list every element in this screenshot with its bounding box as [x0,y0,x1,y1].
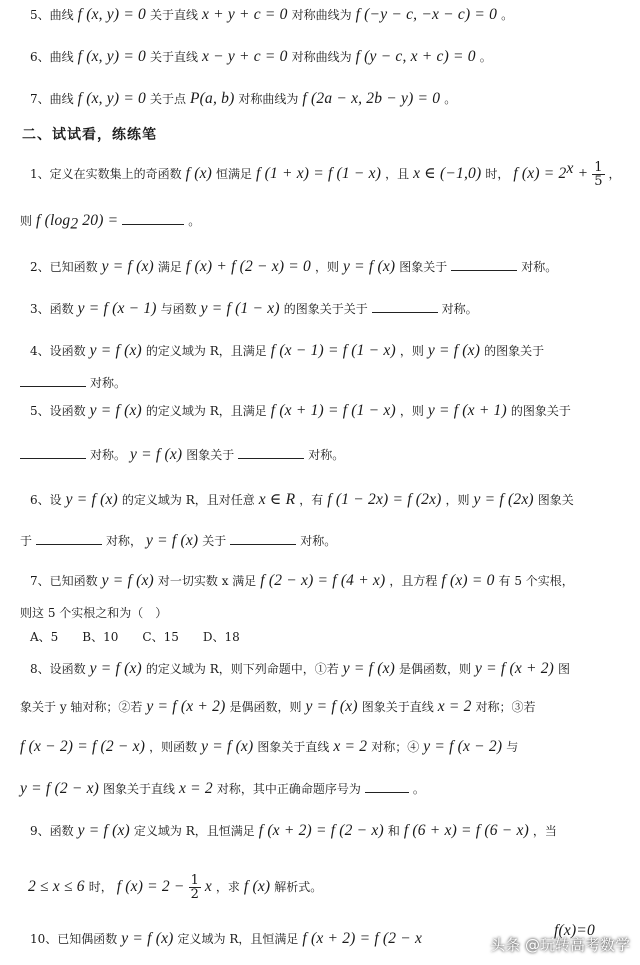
text: 对称。 [300,534,337,548]
question-4-line-2 [20,374,640,391]
formula: + [577,165,589,183]
text: 7、已知函数 [30,574,98,588]
text: 。 [479,50,492,64]
formula: y = f (x) [121,930,174,947]
section-title: 二、试试看，练练笔 [22,127,157,143]
answer-blank[interactable] [36,532,102,545]
text: 关于直线 [149,8,198,22]
formula: f (x, y) = 0 [77,90,146,107]
formula: f (x) + f (2 − x) = 0 [185,258,311,275]
text: 的图象关于 [510,404,571,418]
formula: f (x) = 0 [441,572,495,589]
answer-blank[interactable] [451,258,517,271]
text: 是偶函数，则 [399,662,472,676]
text: 的定义域为 R，且满足 [145,344,267,358]
text: 图象关于 [186,448,235,462]
formula: f (x) [243,878,271,895]
formula: y = f (x − 2) [423,738,503,755]
rule-label: 7、曲线 [30,92,74,106]
rule-label: 5、曲线 [30,8,74,22]
formula: f (x − 2) = f (2 − x) [20,738,146,755]
text: 与 [506,740,519,754]
text: 满足 [157,260,182,274]
formula: y = f (x + 1) [427,402,507,419]
formula: y = f (x) [145,532,199,549]
formula: f (2a − x, 2b − y) = 0 [302,90,441,107]
formula: y = f (x) [201,738,254,755]
text: 象关于 y 轴对称；②若 [20,700,143,714]
text: 图象关于直线 [257,740,330,754]
text: 定义域为 R，且恒满足 [133,824,255,838]
formula: x = 2 [333,738,368,755]
formula: f (x − 1) = f (1 − x) [270,342,396,359]
text: ，且 [385,167,410,182]
formula: y = f (x) [89,660,142,677]
formula: f(x)=0 [554,922,595,939]
rule-6 [30,48,640,66]
text: 对称， [105,534,142,548]
formula: f (1 − 2x) = f (2x) [327,491,442,508]
text: ，有 [299,493,324,507]
formula: f (6 + x) = f (6 − x) [403,822,529,839]
formula: y = f (x + 2) [475,660,555,677]
text: 图象关于直线 [361,700,434,714]
text: 对称，其中正确命题序号为 [216,782,361,796]
question-1 [30,160,640,188]
text: 5、设函数 [30,404,86,418]
formula: y = f (x) [342,258,396,275]
text: 1、定义在实数集上的奇函数 [30,167,182,182]
formula: y = f (x) [305,698,358,715]
text: 恒满足 [216,167,253,182]
formula: x ∈ R [258,491,296,508]
text: 对一切实数 x 满足 [157,574,257,588]
text: 3、函数 [30,302,74,316]
text: 。 [444,92,457,106]
answer-blank[interactable] [372,300,438,313]
question-6 [30,490,640,509]
text: ，则 [399,344,424,358]
text: 对称曲线为 [238,92,299,106]
text: 图 [558,662,571,676]
question-7-line-2: 则这 5 个实根之和为（ ） [20,606,168,620]
question-9-line-2 [28,874,640,901]
formula: x + y + c = 0 [201,6,288,23]
text: 关于点 [149,92,186,106]
formula: y = f (x) [77,822,130,839]
rule-label: 6、曲线 [30,50,74,64]
answer-blank[interactable] [230,532,296,545]
formula: f (x) [185,165,213,183]
text: ，求 [215,880,240,894]
text: 解析式。 [274,880,323,894]
text: 2、已知函数 [30,260,98,274]
question-6-line-2 [20,532,640,550]
formula: f (x, y) = 0 [77,48,146,65]
text: ， [608,167,621,182]
formula: y = f (x + 2) [146,698,226,715]
formula: x = 2 [179,780,213,797]
rule-7 [30,90,640,108]
formula: 20) = [82,212,119,229]
formula: f (log [36,212,71,229]
question-3 [30,300,640,318]
formula: y = f (x) [427,342,481,359]
text: ，当 [532,824,557,838]
formula: f (x + 2) = f (2 − x) [258,822,384,839]
formula: y = f (x) [101,258,154,275]
formula: f (−y − c, −x − c) = 0 [355,6,498,23]
fraction-denominator: 2 [190,887,199,902]
formula: y = f (x) [65,491,118,508]
text: 的定义域为 R，则下列命题中，①若 [145,662,339,676]
answer-blank[interactable] [365,780,409,793]
text: 6、设 [30,493,62,507]
text: 对称；④ [371,740,420,754]
text: 对称。 [521,260,558,274]
exponent: x [566,160,574,177]
question-7-options: A、5 B、10 C、15 D、18 [30,630,240,644]
text: ，则 [399,404,424,418]
formula: f (2 − x) = f (4 + x) [260,572,386,589]
text: 时， [485,167,510,182]
text: 。 [188,214,201,228]
text: 与函数 [160,302,197,316]
question-1-line-2 [20,212,640,234]
text: 有 5 个实根， [498,574,574,588]
text: ，则 [314,260,339,274]
rule-5 [30,6,640,24]
question-2 [30,258,640,276]
text: 的图象关于 [484,344,545,358]
formula: x ∈ (−1,0) [413,165,482,183]
question-8-line-4 [20,780,640,798]
formula: P(a, b) [189,90,235,107]
question-5 [30,402,640,420]
formula: x [204,878,212,895]
formula: y = f (x) [101,572,154,589]
formula: f (1 + x) = f (1 − x) [256,165,382,183]
formula: y = f (x) [342,660,396,677]
formula: f (y − c, x + c) = 0 [355,48,476,65]
fraction [189,874,201,901]
question-5-line-2 [20,446,640,464]
answer-blank[interactable] [20,374,86,387]
text: 定义域为 R，且恒满足 [177,932,299,946]
formula: 2 ≤ x ≤ 6 [28,878,85,895]
fraction-denominator: 5 [594,174,603,190]
text: 关于直线 [149,50,198,64]
text: 10、已知偶函数 [30,932,118,946]
question-8-line-2 [20,698,640,716]
text: 对称曲线为 [291,50,352,64]
formula: f (x) = 2 − [116,878,185,895]
text: 和 [387,824,400,838]
formula: y = f (2x) [473,491,534,508]
formula: f (x + 2) = f (2 − x [302,930,423,947]
text: 图象关 [537,493,574,507]
question-8 [30,660,640,678]
formula: y = f (x) [89,342,142,359]
fraction-numerator: 1 [594,160,603,176]
text: ，则 [445,493,470,507]
watermark: 头条 @玩转高考数学 [490,936,630,954]
formula: f (x) = 2 [513,165,567,183]
formula: f (x + 1) = f (1 − x) [270,402,396,419]
text: 是偶函数，则 [229,700,302,714]
subscript: 2 [70,215,79,233]
text: 对称。 [308,448,345,462]
fraction [592,161,604,188]
formula: y = f (x) [129,446,183,463]
formula: y = f (x − 1) [77,300,157,317]
text: 图象关于 [399,260,448,274]
text: 则 [20,214,33,228]
text: 对称曲线为 [291,8,352,22]
text: 于 [20,534,33,548]
text: 对称。 [441,302,478,316]
text: 对称；③若 [475,700,536,714]
text: 图象关于直线 [103,782,176,796]
question-9 [30,822,640,840]
answer-blank[interactable] [238,446,304,459]
text: 8、设函数 [30,662,86,676]
answer-blank[interactable] [20,446,86,459]
text: ，则函数 [149,740,198,754]
text: 的定义域为 R，且对任意 [121,493,255,507]
text: 4、设函数 [30,344,86,358]
answer-blank[interactable] [122,212,184,225]
text: 。 [412,782,425,796]
text: 时， [88,880,113,894]
text: 9、函数 [30,824,74,838]
text: 对称。 [89,448,126,462]
formula: x = 2 [437,698,472,715]
fraction-numerator: 1 [190,873,199,888]
question-8-line-3 [20,738,640,756]
text: 。 [501,8,514,22]
formula: f (x, y) = 0 [77,6,146,23]
formula: y = f (1 − x) [200,300,280,317]
text: 的定义域为 R，且满足 [145,404,267,418]
text: 关于 [202,534,227,548]
formula: y = f (x) [89,402,142,419]
text: ，且方程 [389,574,438,588]
formula: x − y + c = 0 [201,48,288,65]
text: 对称。 [89,376,126,390]
text: 的图象关于关于 [283,302,368,316]
formula: y = f (2 − x) [20,780,100,797]
question-7 [30,572,640,590]
question-4 [30,342,640,360]
